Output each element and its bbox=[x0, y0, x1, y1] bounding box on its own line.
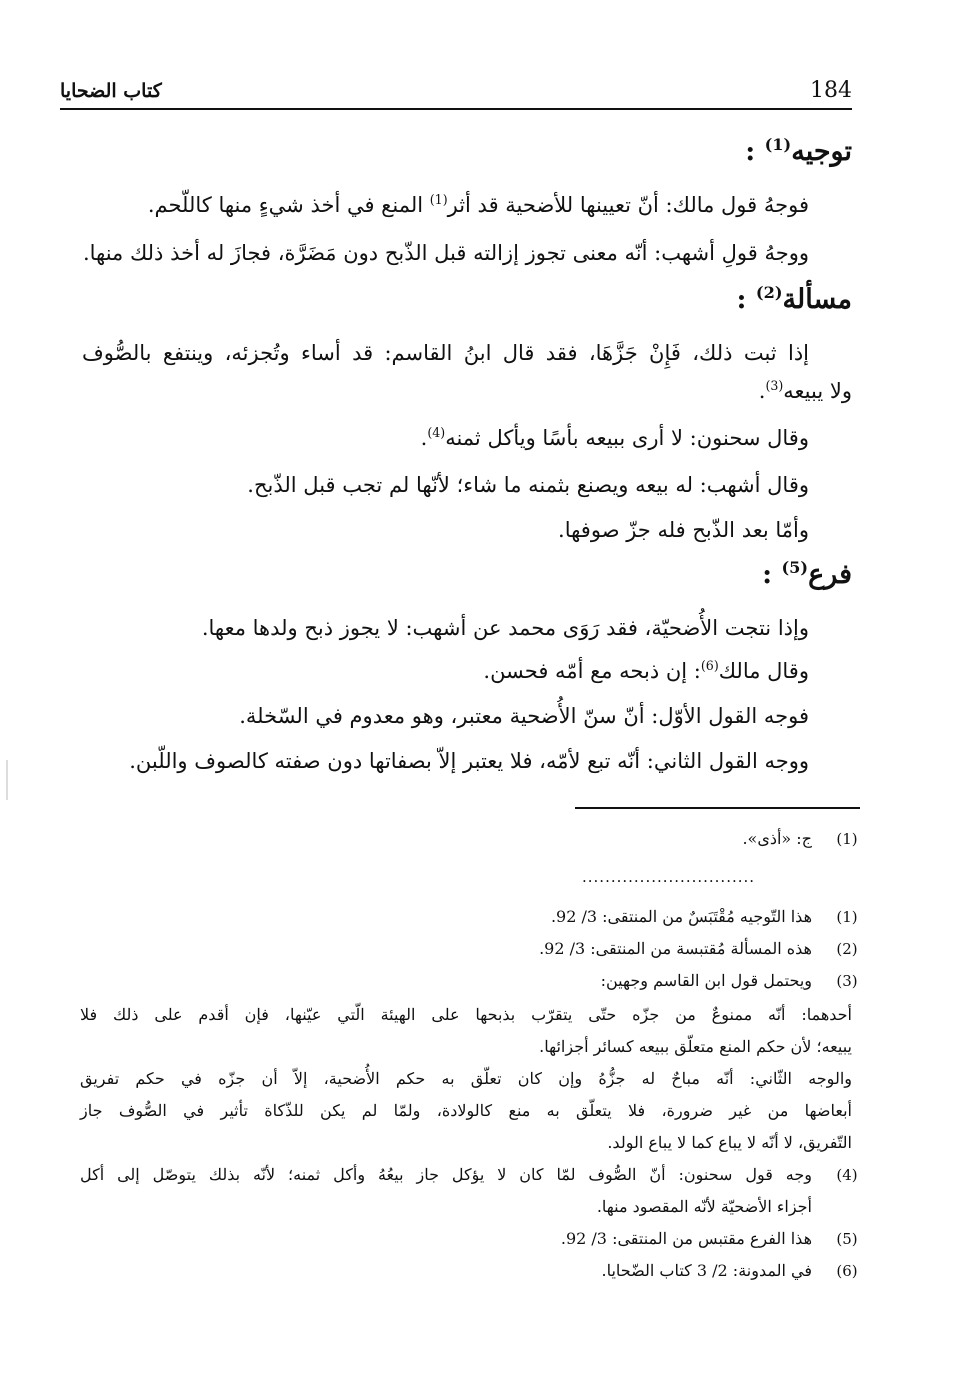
text: وقال مالك bbox=[718, 659, 809, 683]
paragraph-line: فوجه القول الأوّل: أنّ سنّ الأُضحية معتبر، وهو معدوم في السّخلة. bbox=[239, 704, 809, 728]
header-rule bbox=[60, 108, 852, 110]
footnote-body-line: أبعاضها من غير ضرورة، فلا يتعلّق به منع كالولادة، ولمّا لم يكن للذّكاة تأثير في الصُّوف جاز bbox=[80, 1101, 852, 1120]
paragraph-line bbox=[421, 425, 809, 452]
footnote-text: هذه المسألة مُقتبسة من المنتقى: 3/ 92. bbox=[539, 939, 812, 958]
footnote-ref: (6) bbox=[700, 658, 719, 673]
heading-masala: مسألة$^{(2)}$ : bbox=[736, 283, 852, 315]
footnote-rule bbox=[575, 807, 860, 809]
text: . bbox=[758, 379, 766, 403]
text: ولا يبيعه bbox=[783, 379, 852, 403]
footnote-text: ويحتمل قول ابن القاسم وجهين: bbox=[600, 971, 812, 990]
footnote-ref: (1) bbox=[764, 135, 792, 154]
footnote-number: (3) bbox=[836, 972, 858, 990]
apparatus-number: (1) bbox=[836, 830, 858, 848]
footnote-text-cont: أجزاء الأضحيّة لأنّه المقصود منها. bbox=[596, 1197, 812, 1216]
paragraph-line: ووجهُ قولِ أشهب: أنّه معنى تجوز إزالته قبل الذّبح دون مَضَرَّة، فجازَ له أخذ ذلك منها. bbox=[82, 241, 809, 265]
scan-artifact bbox=[6, 760, 8, 800]
footnote-text: هذا الفرع مقتبس من المنتقى: 3/ 92. bbox=[560, 1229, 812, 1248]
footnote-ref: (1) bbox=[429, 192, 448, 207]
paragraph-line bbox=[148, 192, 809, 219]
apparatus-note: ج: «أذى». bbox=[742, 829, 812, 848]
footnote-ref: (5) bbox=[781, 558, 809, 577]
book-title: كتاب الضحايا bbox=[60, 80, 162, 102]
running-head bbox=[60, 78, 852, 108]
footnote-body-line: التّفريق، لا أنّه لا يباع كما لا يباع الولد. bbox=[607, 1133, 852, 1152]
heading-far: فرع$^{(5)}$ : bbox=[762, 558, 852, 590]
text: وقال سحنون: لا أرى ببيعه بأسًا ويأكل ثمنه bbox=[445, 426, 809, 450]
footnote-number: (6) bbox=[836, 1262, 858, 1280]
text: المنع في أخذ شيءٍ منها كاللّحم. bbox=[147, 193, 430, 217]
text: فوجهُ قول مالك: أنّ تعيينها للأضحية قد أثر bbox=[447, 193, 809, 217]
footnote-ref: (4) bbox=[427, 425, 446, 440]
footnote-body-line: أحدهما: أنّه ممنوعٌ من جزّه حتّى يتقرّب بذبحها على الهيئة الّتي عيّنها، فإن أقدم على ذلك فلا bbox=[80, 1005, 852, 1024]
paragraph-line: ووجه القول الثاني: أنّه تبع لأمّه، فلا يعتبر إلاّ بصفاتها دون صفته كالصوف واللّبن. bbox=[129, 749, 809, 773]
paragraph-line: وأمّا بعد الذّبح فله جزّ صوفها. bbox=[558, 518, 809, 542]
page-number: 184 bbox=[810, 78, 852, 103]
paragraph-line: وإذا نتجت الأُضحيّة، فقد رَوَى محمد عن أشهب: لا يجوز ذبح ولدها معها. bbox=[201, 616, 809, 640]
footnote-text: هذا التّوجيه مُقْتَبَسٌ من المنتقى: 3/ 92. bbox=[550, 907, 812, 926]
footnote-number: (4) bbox=[836, 1166, 858, 1184]
paragraph-line bbox=[759, 378, 852, 405]
paragraph-line: وقال أشهب: له بيعه ويصنع بثمنه ما شاء؛ لأنّها لم تجب قبل الذّبح. bbox=[247, 473, 809, 497]
text: . bbox=[420, 426, 428, 450]
footnote-body-line: يبيعه؛ لأن حكم المنع متعلّق ببيعه كسائر أجزائها. bbox=[539, 1037, 852, 1056]
paragraph-line: إذا ثبت ذلك، فَإِنْ جَزَّهَا، فقد قال ابنُ القاسم: قد أساء وتُجزئه، وينتفع بالصُّوف bbox=[82, 341, 809, 365]
heading-text: توجيه bbox=[791, 136, 852, 167]
footnote-text: في المدونة: 2/ 3 كتاب الضّحايا. bbox=[601, 1261, 812, 1280]
footnote-body-line: والوجه الثّاني: أنّه مباحٌ له جزُّهُ وإن كان تعلّق به حكم الأُضحية، إلاّ أن جزّه في حكم تفريق bbox=[80, 1069, 852, 1088]
heading-text: مسألة bbox=[782, 284, 852, 315]
heading-tawjih: توجيه$^{(1)}$ : bbox=[745, 135, 852, 167]
footnote-ref: (3) bbox=[765, 378, 784, 393]
footnote-number: (1) bbox=[836, 908, 858, 926]
footnote-number: (5) bbox=[836, 1230, 858, 1248]
dotted-separator: .............................. bbox=[582, 868, 756, 886]
footnote-ref: (2) bbox=[755, 283, 783, 302]
text: : إن ذبحه مع أمّه فحسن. bbox=[483, 659, 701, 683]
footnote-number: (2) bbox=[836, 940, 858, 958]
paragraph-line bbox=[483, 658, 809, 685]
footnote-text: وجه قول سحنون: أنّ الصُّوف لمّا كان لا يؤكل جاز بيعُهُ وأكل ثمنه؛ لأنّه بذلك يتوصّل إلى أكل bbox=[80, 1165, 812, 1184]
heading-text: فرع bbox=[808, 559, 852, 590]
